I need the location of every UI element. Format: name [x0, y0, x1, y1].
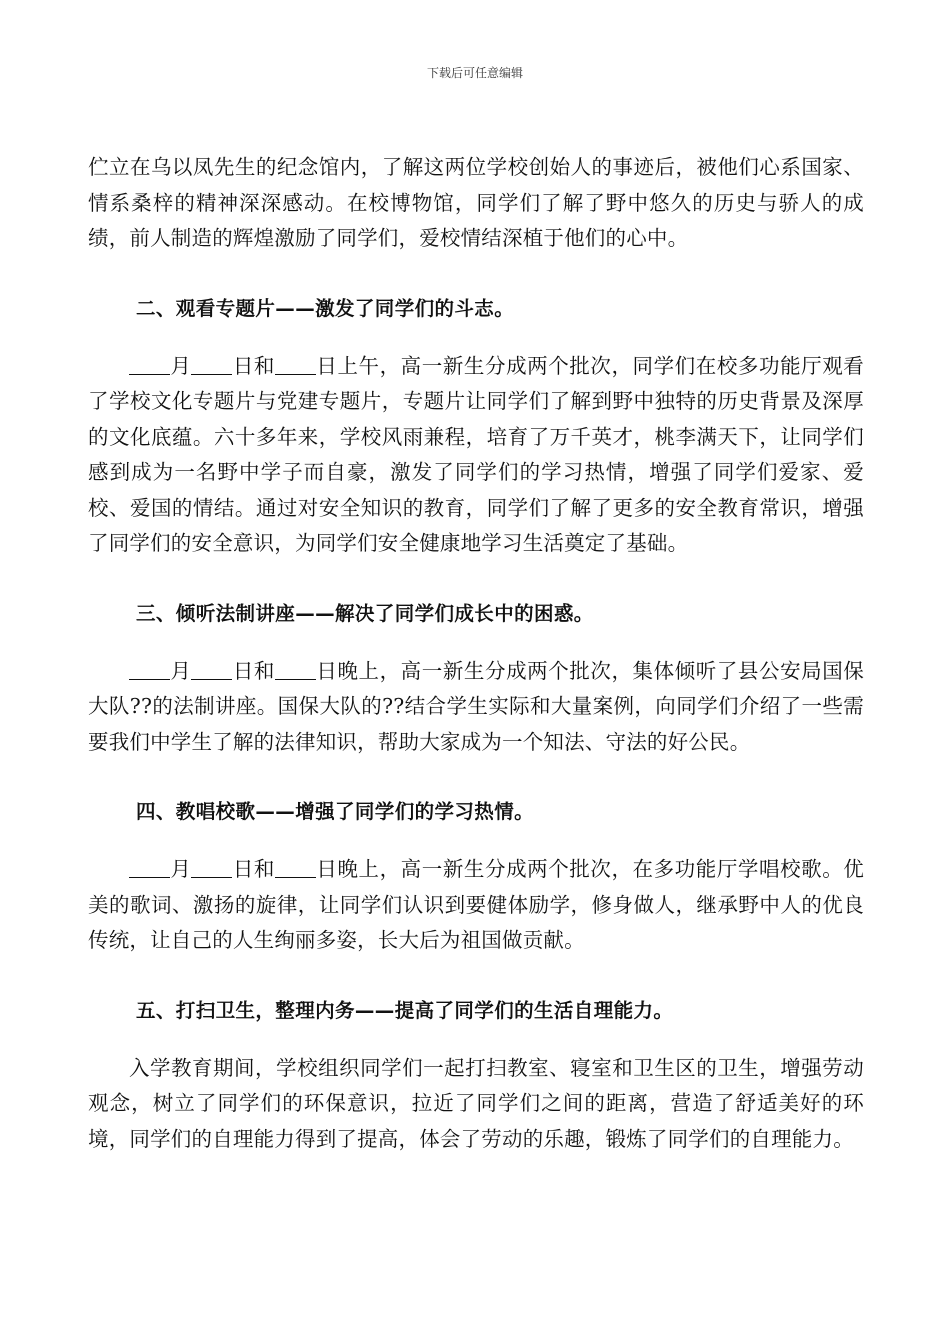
date-blank	[191, 857, 232, 878]
spacer	[88, 257, 864, 297]
date-blank	[129, 857, 170, 878]
date-blank	[275, 659, 316, 680]
section-5-heading: 五、打扫卫生，整理内务——提高了同学们的生活自理能力。	[136, 998, 674, 1022]
section-3-heading: 三、倾听法制讲座——解决了同学们成长中的困惑。	[136, 601, 594, 625]
date-blank	[129, 354, 170, 375]
day-label: 日和	[232, 353, 275, 378]
spacer	[88, 824, 864, 852]
section-3-text: 日晚上，高一新生分成两个批次，集体倾听了县公安局国保大队??的法制讲座。国保大队的??结合学生实际和大量案例，向同学们介绍了一些需要我们中学生了解的法律知识，帮助大家成为一个知法、守法的好公民。	[88, 658, 865, 754]
month-label: 月	[170, 658, 192, 683]
date-blank	[275, 354, 316, 375]
spacer	[88, 321, 864, 349]
spacer	[88, 562, 864, 602]
section-4-heading: 四、教唱校歌——增强了同学们的学习热情。	[136, 800, 535, 823]
spacer	[88, 1023, 864, 1051]
section-5-paragraph: 入学教育期间，学校组织同学们一起打扫教室、寝室和卫生区的卫生，增强劳动观念，树立了同学们的环保意识，拉近了同学们之间的距离，营造了舒适美好的环境，同学们的自理能力得到了提高，体会了劳动的乐趣，锻炼了同学们的自理能力。	[88, 1055, 864, 1151]
date-blank	[129, 659, 170, 680]
day-label: 日和	[232, 857, 275, 881]
spacer	[88, 959, 864, 999]
section-4-paragraph	[88, 852, 864, 959]
section-2-paragraph	[88, 349, 864, 562]
section-2-text: 日上午，高一新生分成两个批次，同学们在校多功能厅观看了学校文化专题片与党建专题片，专题片让同学们了解到野中独特的历史背景及深厚的文化底蕴。六十多年来，学校风雨兼程，培育了万千英才，桃李满天下，让同学们感到成为一名野中学子而自豪，激发了同学们的学习热情，增强了同学们爱家、爱校、爱国的情结。通过对安全知识的教育，同学们了解了更多的安全教育常识，增强了同学们的安全意识，为同学们安全健康地学习生活奠定了基础。	[88, 353, 865, 555]
month-label: 月	[170, 353, 192, 378]
month-label: 月	[170, 857, 192, 881]
spacer	[88, 760, 864, 800]
section-2-heading: 二、观看专题片——激发了同学们的斗志。	[136, 296, 515, 320]
document-body	[88, 150, 864, 1157]
section-3-paragraph	[88, 654, 864, 761]
date-blank	[191, 354, 232, 375]
spacer	[88, 626, 864, 654]
section-4-text: 日晚上，高一新生分成两个批次，在多功能厅学唱校歌。优美的歌词、激扬的旋律，让同学们认识到要健体励学，修身做人，继承野中人的优良传统，让自己的人生绚丽多姿，长大后为祖国做贡献。	[88, 857, 865, 952]
date-blank	[275, 857, 316, 878]
date-blank	[191, 659, 232, 680]
day-label: 日和	[232, 658, 275, 683]
page-header: 下载后可任意编辑	[426, 66, 523, 80]
intro-paragraph: 伫立在乌以凤先生的纪念馆内，了解这两位学校创始人的事迹后，被他们心系国家、情系桑梓的精神深深感动。在校博物馆，同学们了解了野中悠久的历史与骄人的成绩，前人制造的辉煌激励了同学们，爱校情结深植于他们的心中。	[88, 155, 864, 250]
